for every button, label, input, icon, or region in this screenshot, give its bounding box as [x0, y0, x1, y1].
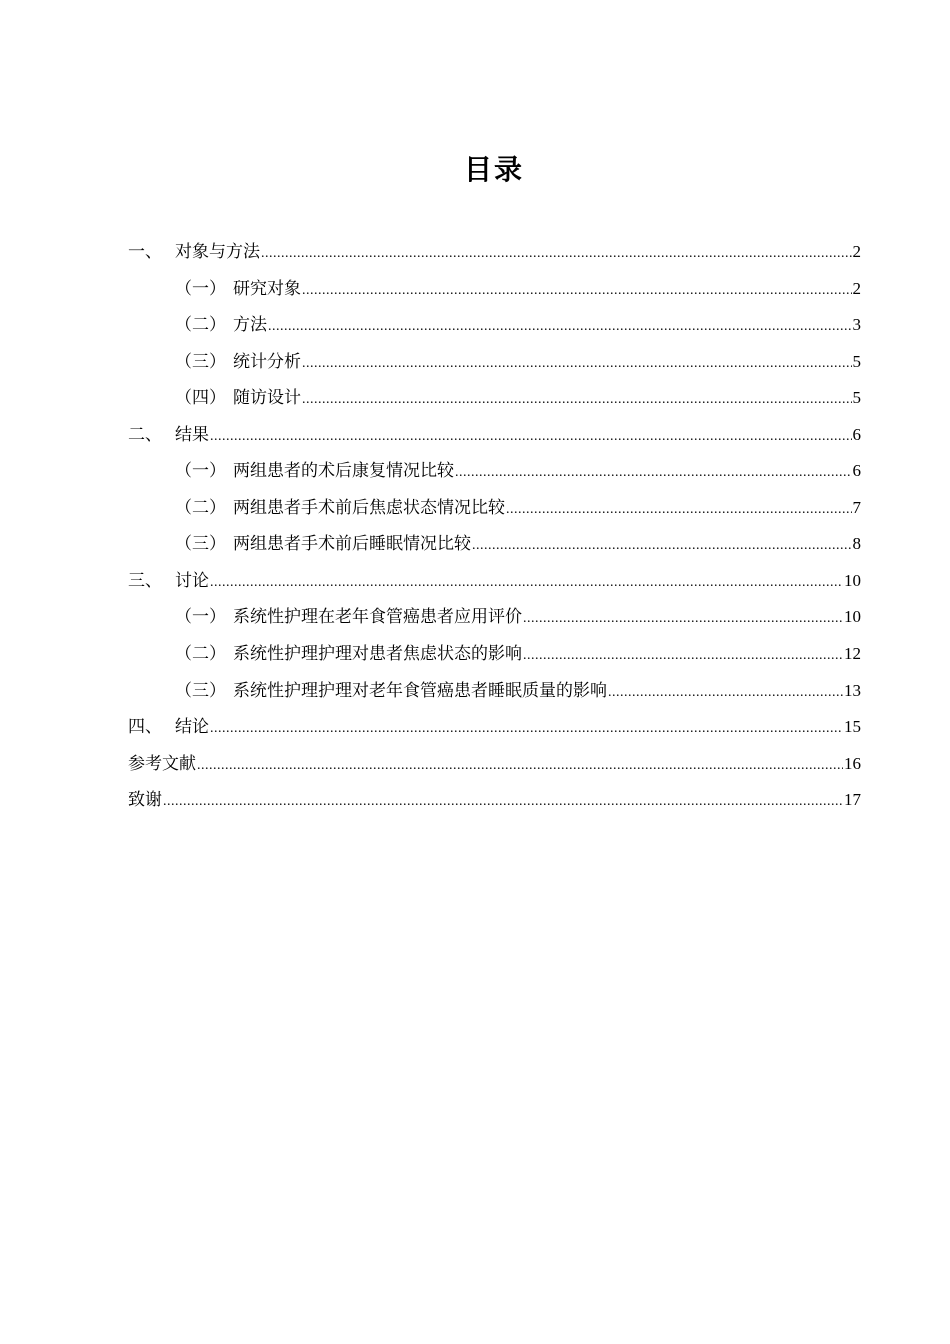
- toc-entry[interactable]: [128, 526, 861, 563]
- dot-leader: [455, 455, 852, 491]
- toc-entry-title: 系统性护理护理对老年食管癌患者睡眠质量的影响: [233, 680, 607, 701]
- toc-entry-title: 结论: [175, 717, 209, 738]
- dot-leader: [210, 711, 843, 747]
- toc-entry-page: 6: [852, 424, 861, 444]
- toc-entry-page: 7: [852, 497, 861, 517]
- toc-entry-title: 讨论: [175, 570, 209, 591]
- toc-entry[interactable]: [128, 417, 861, 454]
- toc-entry-page: 8: [852, 534, 861, 554]
- toc-entry[interactable]: [128, 746, 861, 783]
- toc-entry-page: 17: [844, 790, 861, 810]
- toc-entry-page: 13: [844, 680, 861, 700]
- toc-entry-number: （二）: [175, 315, 226, 336]
- toc-entry-title: 对象与方法: [175, 242, 260, 262]
- dot-leader: [608, 675, 843, 711]
- dot-leader: [472, 528, 852, 564]
- toc-entry-page: 16: [844, 753, 861, 773]
- toc-entry-page: 10: [844, 607, 861, 627]
- toc-entry-number: 一、: [128, 242, 162, 262]
- toc-entry-title: 随访设计: [233, 388, 301, 409]
- toc-entry-page: 10: [844, 570, 861, 590]
- toc-entry-page: 5: [852, 388, 861, 408]
- toc-entry[interactable]: [128, 709, 861, 746]
- toc-entry-page: 2: [852, 242, 861, 261]
- dot-leader: [268, 309, 852, 345]
- dot-leader: [302, 382, 852, 418]
- toc-entry[interactable]: [128, 344, 861, 381]
- dot-leader: [163, 784, 843, 820]
- toc-entry[interactable]: [128, 782, 861, 819]
- dot-leader: [523, 601, 843, 637]
- dot-leader: [197, 748, 843, 784]
- dot-leader: [210, 565, 843, 601]
- toc-entry-number: （二）: [175, 497, 226, 518]
- dot-leader: [506, 492, 852, 528]
- toc-entry-title: 两组患者手术前后睡眠情况比较: [233, 534, 471, 555]
- toc-entry[interactable]: [128, 271, 861, 308]
- toc-entry-number: （四）: [175, 388, 226, 409]
- toc-entry-number: （一）: [175, 278, 226, 299]
- dot-leader: [302, 346, 852, 382]
- toc-entry[interactable]: [128, 307, 861, 344]
- toc-entry[interactable]: [128, 234, 861, 271]
- toc-entry-title: 结果: [175, 424, 209, 445]
- toc-entry-number: （一）: [175, 607, 226, 628]
- dot-leader: [523, 638, 843, 674]
- toc-entry-title: 参考文献: [128, 753, 196, 774]
- toc-list: [128, 234, 861, 819]
- toc-entry-page: 6: [852, 461, 861, 481]
- toc-entry[interactable]: [128, 380, 861, 417]
- toc-entry-page: 15: [844, 717, 861, 737]
- toc-title: 目录: [463, 153, 524, 186]
- toc-entry-title: 系统性护理护理对患者焦虑状态的影响: [233, 644, 522, 665]
- toc-entry-page: 3: [852, 315, 861, 335]
- toc-entry-title: 系统性护理在老年食管癌患者应用评价: [233, 607, 522, 628]
- toc-entry-number: （一）: [175, 461, 226, 482]
- toc-entry-number: （三）: [175, 534, 226, 555]
- toc-entry-number: （三）: [175, 351, 226, 372]
- toc-entry-title: 两组患者手术前后焦虑状态情况比较: [233, 497, 505, 518]
- toc-entry-number: 四、: [128, 717, 162, 738]
- toc-entry[interactable]: [128, 490, 861, 527]
- dot-leader: [302, 273, 852, 309]
- toc-entry-page: 5: [852, 351, 861, 371]
- toc-entry-title: 两组患者的术后康复情况比较: [233, 461, 454, 482]
- toc-entry-number: （二）: [175, 644, 226, 665]
- toc-entry-title: 方法: [233, 315, 267, 336]
- toc-entry-title: 致谢: [128, 790, 162, 811]
- dot-leader: [261, 236, 852, 272]
- toc-entry-title: 研究对象: [233, 278, 301, 299]
- toc-entry-title: 统计分析: [233, 351, 301, 372]
- toc-entry-page: 12: [844, 644, 861, 664]
- toc-entry-number: 三、: [128, 570, 162, 591]
- toc-entry[interactable]: [128, 563, 861, 600]
- dot-leader: [210, 419, 852, 455]
- toc-entry-number: （三）: [175, 680, 226, 701]
- toc-entry-number: 二、: [128, 424, 162, 445]
- toc-entry[interactable]: [128, 453, 861, 490]
- toc-entry-page: 2: [852, 278, 861, 298]
- toc-entry[interactable]: [128, 673, 861, 710]
- toc-entry[interactable]: [128, 599, 861, 636]
- toc-entry[interactable]: [128, 636, 861, 673]
